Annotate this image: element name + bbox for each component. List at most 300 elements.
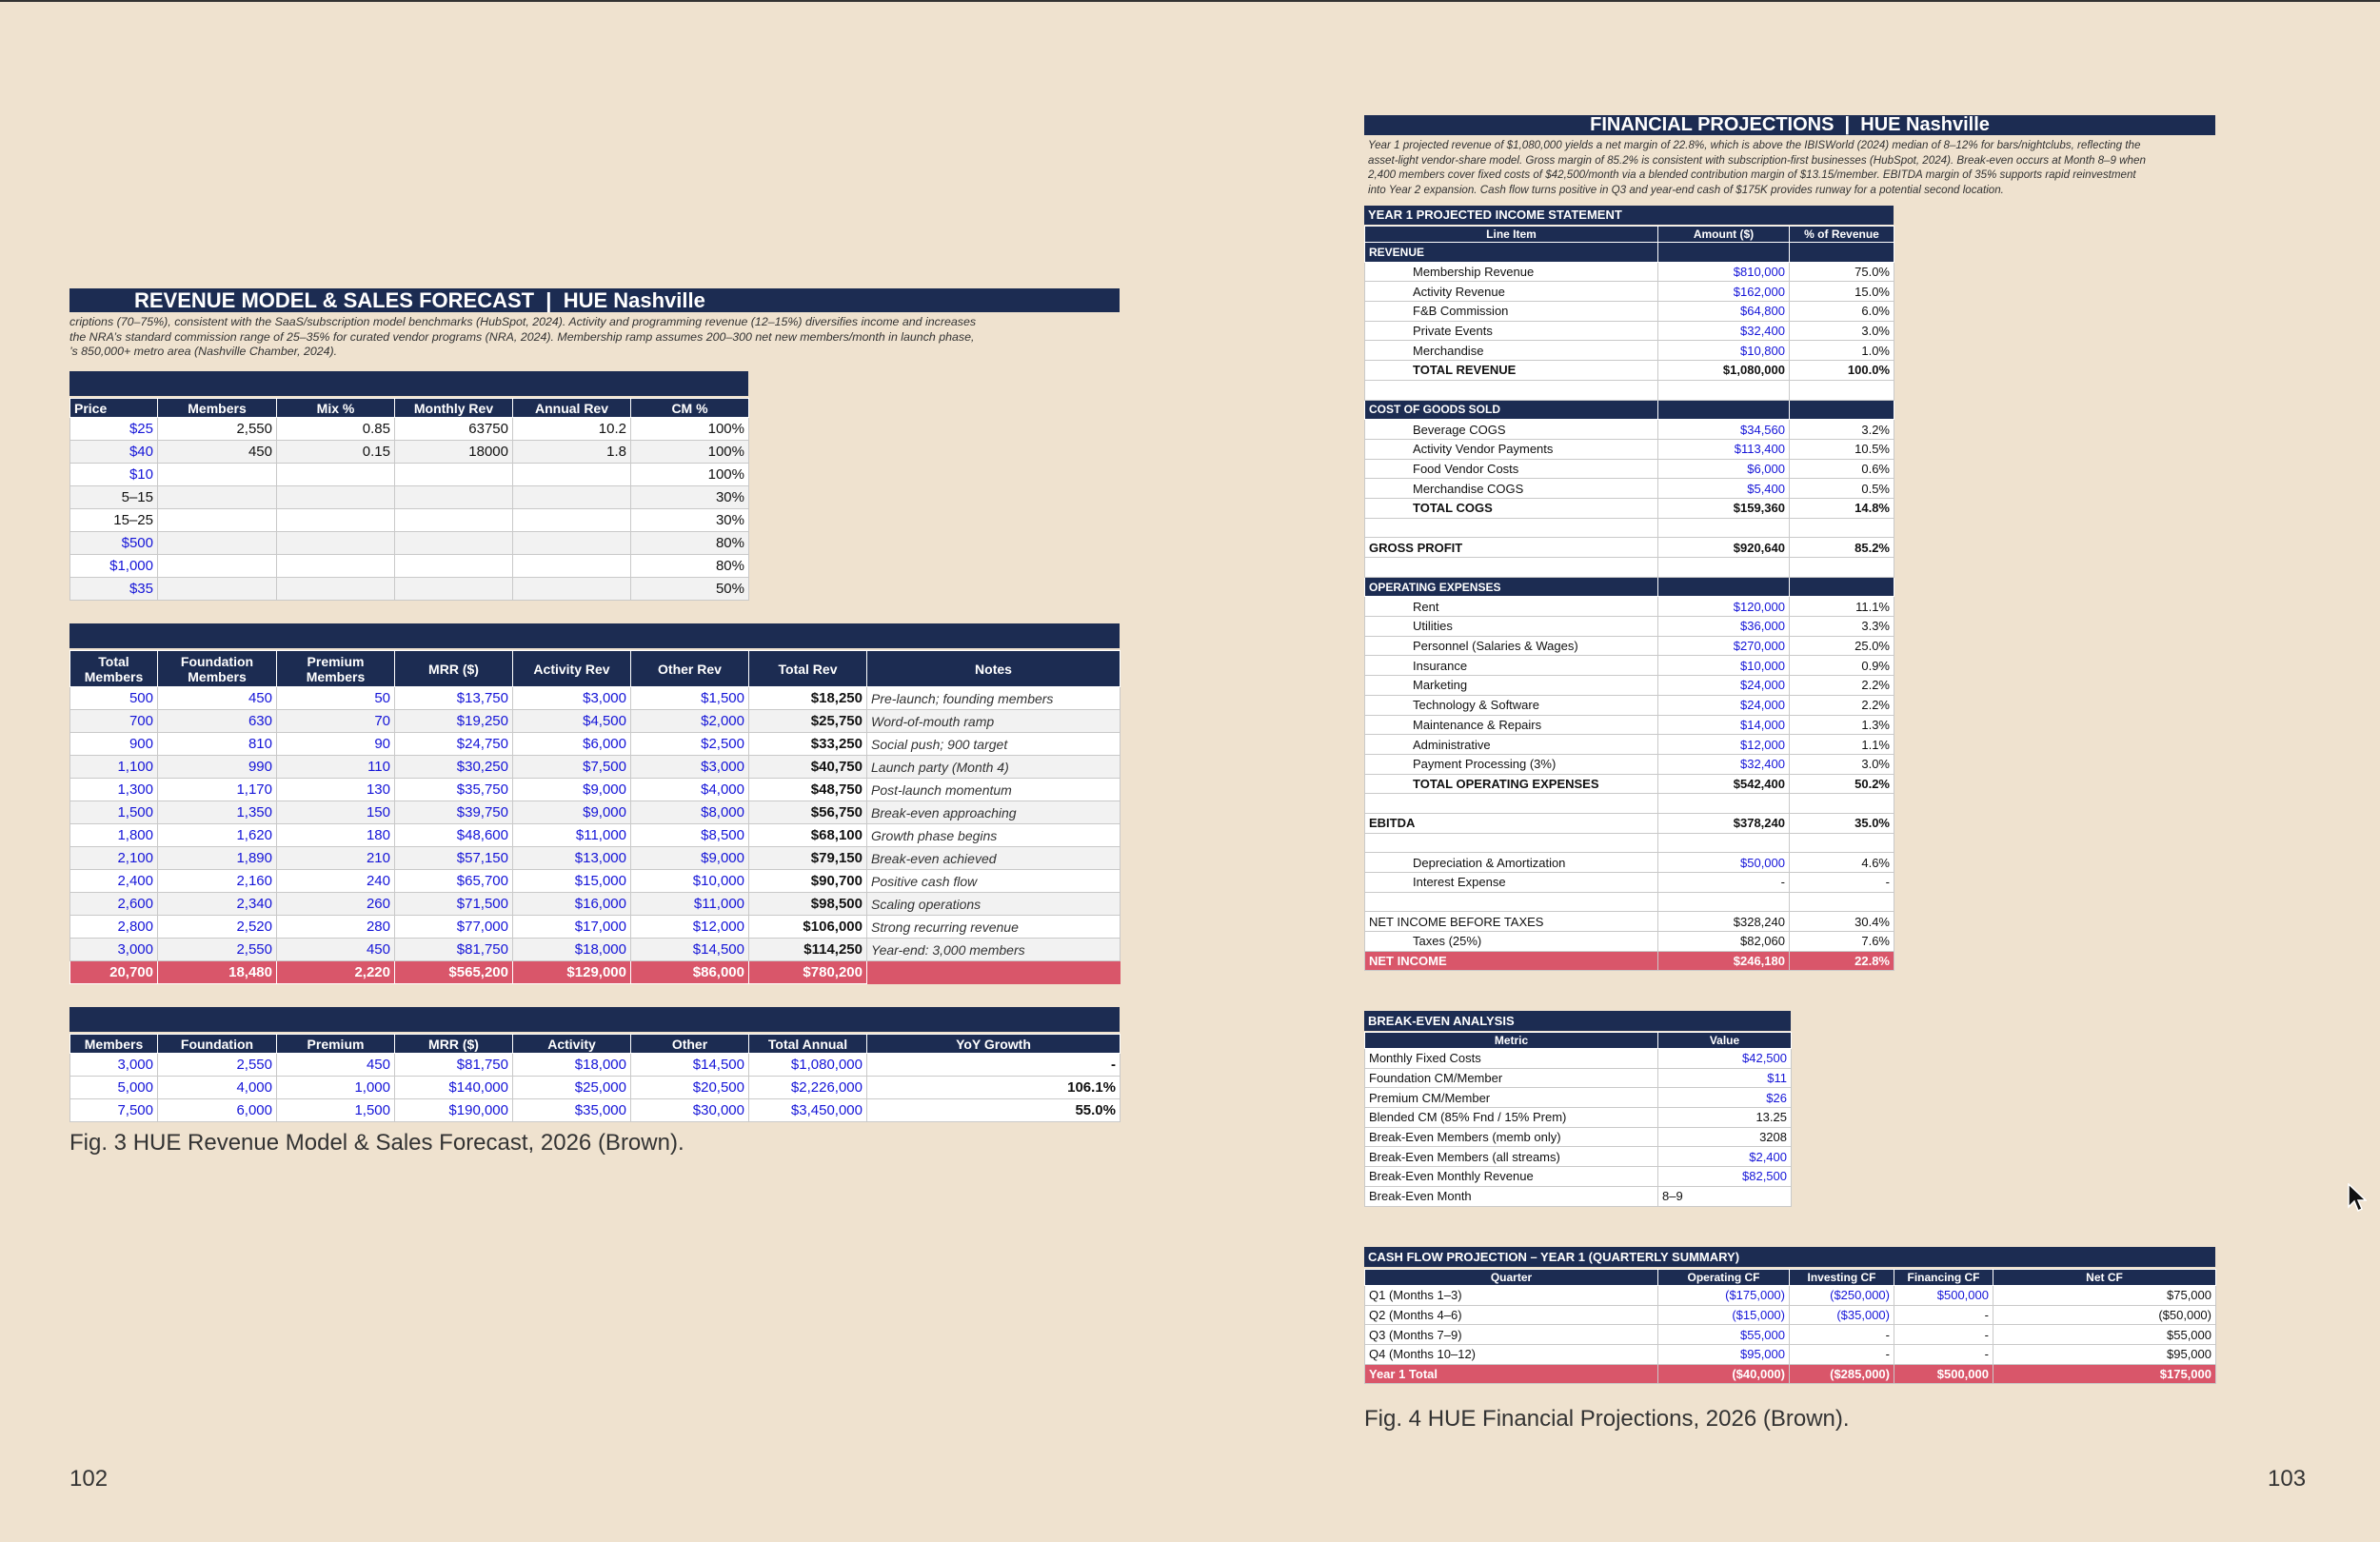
pricing-header-row <box>70 399 749 418</box>
cashflow-cell: ($15,000) <box>1658 1305 1790 1325</box>
monthly-cell: $15,000 <box>513 870 631 893</box>
monthly-cell: 1,800 <box>70 824 158 847</box>
monthly-cell: $48,750 <box>749 779 867 801</box>
annual-cell: 55.0% <box>867 1099 1121 1122</box>
pricing-header: Annual Rev <box>513 399 631 418</box>
pricing-cell: 80% <box>631 532 749 555</box>
income-line-label: Marketing <box>1365 676 1658 696</box>
income-spacer-cell <box>1658 833 1790 853</box>
pricing-cell: 100% <box>631 418 749 441</box>
monthly-cell: 180 <box>277 824 395 847</box>
income-line-percent: 75.0% <box>1790 262 1894 282</box>
breakeven-row <box>1365 1167 1792 1187</box>
income-spacer-cell <box>1658 558 1790 578</box>
monthly-cell: $16,000 <box>513 893 631 916</box>
ebitda-row <box>1365 813 1894 833</box>
annual-forecast-table <box>69 1034 1121 1122</box>
pricing-cell <box>395 509 513 532</box>
income-spacer-row <box>1365 380 1894 400</box>
monthly-cell: 2,600 <box>70 893 158 916</box>
income-section-filler <box>1790 577 1894 597</box>
income-line-row <box>1365 479 1894 499</box>
income-line-amount: $246,180 <box>1658 951 1790 971</box>
net-income-before-taxes-row <box>1365 912 1894 932</box>
pricing-cell <box>277 532 395 555</box>
income-line-amount: $10,000 <box>1658 656 1790 676</box>
intro-line: ’s 850,000+ metro area (Nashville Chamber, 2024). <box>69 345 338 358</box>
monthly-cell: $33,250 <box>749 733 867 756</box>
cashflow-total-cell: ($40,000) <box>1658 1364 1790 1384</box>
income-line-row <box>1365 439 1894 459</box>
cashflow-header: Financing CF <box>1894 1270 1993 1286</box>
monthly-header: Other Rev <box>631 651 749 687</box>
income-section-row <box>1365 577 1894 597</box>
income-spacer-cell <box>1790 518 1894 538</box>
annual-cell: 450 <box>277 1054 395 1077</box>
monthly-cell: $77,000 <box>395 916 513 939</box>
income-spacer-cell <box>1790 833 1894 853</box>
income-line-label: Private Events <box>1365 321 1658 341</box>
income-statement-title: YEAR 1 PROJECTED INCOME STATEMENT <box>1364 206 1894 225</box>
income-line-row <box>1365 341 1894 361</box>
breakeven-value: $26 <box>1658 1088 1792 1108</box>
income-line-percent: 50.2% <box>1790 774 1894 794</box>
annual-cell: 106.1% <box>867 1077 1121 1099</box>
monthly-cell: $4,000 <box>631 779 749 801</box>
monthly-cell: 500 <box>70 687 158 710</box>
breakeven-metric: Break-Even Members (memb only) <box>1365 1127 1658 1147</box>
income-line-label: Taxes (25%) <box>1365 932 1658 952</box>
income-line-amount: $5,400 <box>1658 479 1790 499</box>
income-spacer-cell <box>1790 892 1894 912</box>
monthly-cell: $40,750 <box>749 756 867 779</box>
breakeven-title: BREAK-EVEN ANALYSIS <box>1364 1011 1791 1031</box>
monthly-cell: 1,350 <box>158 801 277 824</box>
monthly-total-row <box>70 961 1121 984</box>
income-line-percent: 2.2% <box>1790 676 1894 696</box>
breakeven-row <box>1365 1147 1792 1167</box>
annual-cell: 5,000 <box>70 1077 158 1099</box>
income-line-amount: $542,400 <box>1658 774 1790 794</box>
income-header: % of Revenue <box>1790 227 1894 243</box>
income-line-label: TOTAL COGS <box>1365 498 1658 518</box>
pricing-cell: $35 <box>70 578 158 601</box>
pricing-cell <box>277 464 395 486</box>
annual-header: YoY Growth <box>867 1035 1121 1054</box>
monthly-total-cell: $129,000 <box>513 961 631 984</box>
cashflow-total-cell: Year 1 Total <box>1365 1364 1658 1384</box>
monthly-cell: 2,400 <box>70 870 158 893</box>
cashflow-cell: Q1 (Months 1–3) <box>1365 1286 1658 1306</box>
taxes-row <box>1365 932 1894 952</box>
pricing-cell: 15–25 <box>70 509 158 532</box>
monthly-cell: $57,150 <box>395 847 513 870</box>
pricing-cell <box>277 509 395 532</box>
annual-cell: $18,000 <box>513 1054 631 1077</box>
monthly-cell: $18,000 <box>513 939 631 961</box>
monthly-cell: $13,000 <box>513 847 631 870</box>
monthly-cell: 630 <box>158 710 277 733</box>
monthly-row <box>70 687 1121 710</box>
pricing-table <box>69 398 749 601</box>
income-spacer-row <box>1365 833 1894 853</box>
breakeven-value: $2,400 <box>1658 1147 1792 1167</box>
monthly-cell: $10,000 <box>631 870 749 893</box>
monthly-cell: $7,500 <box>513 756 631 779</box>
income-section-label: COST OF GOODS SOLD <box>1365 400 1658 420</box>
annual-cell: $3,450,000 <box>749 1099 867 1122</box>
income-line-amount: $24,000 <box>1658 695 1790 715</box>
income-section-filler <box>1658 400 1790 420</box>
income-line-amount: $159,360 <box>1658 498 1790 518</box>
income-line-amount: $6,000 <box>1658 459 1790 479</box>
monthly-cell: 1,890 <box>158 847 277 870</box>
monthly-cell: $114,250 <box>749 939 867 961</box>
monthly-row <box>70 733 1121 756</box>
pricing-cell: $500 <box>70 532 158 555</box>
pricing-header: CM % <box>631 399 749 418</box>
annual-cell: 7,500 <box>70 1099 158 1122</box>
income-line-percent: 3.3% <box>1790 617 1894 637</box>
monthly-cell: 150 <box>277 801 395 824</box>
cashflow-cell: - <box>1894 1325 1993 1345</box>
pricing-cell <box>395 464 513 486</box>
cashflow-total-cell: ($285,000) <box>1790 1364 1894 1384</box>
interest-row <box>1365 873 1894 893</box>
income-line-label: Food Vendor Costs <box>1365 459 1658 479</box>
pricing-cell <box>158 509 277 532</box>
annual-cell: $20,500 <box>631 1077 749 1099</box>
annual-cell: 1,500 <box>277 1099 395 1122</box>
cashflow-cell: $500,000 <box>1894 1286 1993 1306</box>
pricing-cell <box>513 486 631 509</box>
pricing-cell <box>158 555 277 578</box>
monthly-row <box>70 939 1121 961</box>
income-header-row <box>1365 227 1894 243</box>
monthly-row <box>70 801 1121 824</box>
annual-cell: - <box>867 1054 1121 1077</box>
income-line-amount: $82,060 <box>1658 932 1790 952</box>
annual-cell: $30,000 <box>631 1099 749 1122</box>
income-line-label: Personnel (Salaries & Wages) <box>1365 636 1658 656</box>
income-spacer-cell <box>1658 794 1790 814</box>
income-line-label: TOTAL REVENUE <box>1365 361 1658 381</box>
annual-header-row <box>70 1035 1121 1054</box>
monthly-note: Word-of-mouth ramp <box>867 710 1121 733</box>
income-spacer-row <box>1365 892 1894 912</box>
monthly-cell: $9,000 <box>513 779 631 801</box>
pricing-cell: $1,000 <box>70 555 158 578</box>
income-line-label: Insurance <box>1365 656 1658 676</box>
cashflow-cell: $95,000 <box>1658 1345 1790 1365</box>
breakeven-value: 13.25 <box>1658 1108 1792 1128</box>
monthly-cell: 2,520 <box>158 916 277 939</box>
income-line-amount: $32,400 <box>1658 754 1790 774</box>
monthly-cell: $65,700 <box>395 870 513 893</box>
breakeven-row <box>1365 1127 1792 1147</box>
monthly-cell: $90,700 <box>749 870 867 893</box>
cashflow-header-row <box>1365 1270 2216 1286</box>
cashflow-cell: $55,000 <box>1658 1325 1790 1345</box>
pricing-cell <box>395 578 513 601</box>
pricing-cell <box>277 486 395 509</box>
monthly-cell: 280 <box>277 916 395 939</box>
income-line-percent: 2.2% <box>1790 695 1894 715</box>
monthly-cell: 260 <box>277 893 395 916</box>
breakeven-value: $11 <box>1658 1068 1792 1088</box>
cashflow-header: Investing CF <box>1790 1270 1894 1286</box>
pricing-cell: 0.85 <box>277 418 395 441</box>
revenue-model-intro <box>69 315 1120 360</box>
monthly-cell: $3,000 <box>513 687 631 710</box>
income-line-row <box>1365 262 1894 282</box>
monthly-cell: $8,500 <box>631 824 749 847</box>
pricing-cell: 0.15 <box>277 441 395 464</box>
income-spacer-row <box>1365 518 1894 538</box>
income-line-percent: - <box>1790 873 1894 893</box>
annual-section-banner <box>69 1007 1120 1032</box>
income-line-label: Utilities <box>1365 617 1658 637</box>
monthly-note: Post-launch momentum <box>867 779 1121 801</box>
pricing-cell: 2,550 <box>158 418 277 441</box>
pricing-cell <box>513 555 631 578</box>
pricing-cell <box>277 578 395 601</box>
pricing-header: Mix % <box>277 399 395 418</box>
income-line-row <box>1365 676 1894 696</box>
income-line-label: EBITDA <box>1365 813 1658 833</box>
monthly-cell: $3,000 <box>631 756 749 779</box>
income-section-filler <box>1790 243 1894 263</box>
income-section-label: REVENUE <box>1365 243 1658 263</box>
monthly-cell: 1,500 <box>70 801 158 824</box>
cashflow-row <box>1365 1325 2216 1345</box>
breakeven-table <box>1364 1032 1792 1207</box>
monthly-forecast-table <box>69 650 1121 984</box>
income-line-percent: 1.0% <box>1790 341 1894 361</box>
cashflow-header: Net CF <box>1993 1270 2216 1286</box>
breakeven-header: Metric <box>1365 1033 1658 1049</box>
income-line-percent: 0.6% <box>1790 459 1894 479</box>
income-line-row <box>1365 656 1894 676</box>
monthly-note: Social push; 900 target <box>867 733 1121 756</box>
pricing-cell: 30% <box>631 509 749 532</box>
income-line-label: TOTAL OPERATING EXPENSES <box>1365 774 1658 794</box>
monthly-cell: 70 <box>277 710 395 733</box>
pricing-cell <box>513 578 631 601</box>
income-spacer-cell <box>1365 558 1658 578</box>
annual-cell: $2,226,000 <box>749 1077 867 1099</box>
income-line-amount: $64,800 <box>1658 302 1790 322</box>
income-spacer-cell <box>1365 380 1658 400</box>
monthly-header: Notes <box>867 651 1121 687</box>
breakeven-header: Value <box>1658 1033 1792 1049</box>
figure-3-caption: Fig. 3 HUE Revenue Model & Sales Forecast, 2026 (Brown). <box>69 1130 684 1156</box>
monthly-cell: 3,000 <box>70 939 158 961</box>
monthly-cell: 700 <box>70 710 158 733</box>
income-section-filler <box>1658 243 1790 263</box>
monthly-note: Year-end: 3,000 members <box>867 939 1121 961</box>
pricing-header: Members <box>158 399 277 418</box>
breakeven-metric: Foundation CM/Member <box>1365 1068 1658 1088</box>
pricing-cell <box>513 464 631 486</box>
income-spacer-cell <box>1365 794 1658 814</box>
annual-cell: $25,000 <box>513 1077 631 1099</box>
monthly-cell: 90 <box>277 733 395 756</box>
cashflow-row <box>1365 1286 2216 1306</box>
monthly-header: Total Members <box>70 651 158 687</box>
cashflow-cell: $55,000 <box>1993 1325 2216 1345</box>
pricing-cell <box>158 486 277 509</box>
breakeven-metric: Break-Even Month <box>1365 1186 1658 1206</box>
income-line-amount: $920,640 <box>1658 538 1790 558</box>
annual-cell: $14,500 <box>631 1054 749 1077</box>
income-line-amount: $14,000 <box>1658 715 1790 735</box>
monthly-row <box>70 870 1121 893</box>
annual-cell: 6,000 <box>158 1099 277 1122</box>
income-line-label: GROSS PROFIT <box>1365 538 1658 558</box>
pricing-row <box>70 555 749 578</box>
income-line-percent: 1.1% <box>1790 735 1894 755</box>
pricing-cell: 10.2 <box>513 418 631 441</box>
income-line-row <box>1365 420 1894 440</box>
monthly-cell: 240 <box>277 870 395 893</box>
monthly-cell: $81,750 <box>395 939 513 961</box>
pricing-cell <box>395 555 513 578</box>
cashflow-header: Quarter <box>1365 1270 1658 1286</box>
income-line-label: Rent <box>1365 597 1658 617</box>
financial-projections-intro <box>1368 138 2215 197</box>
income-line-label: NET INCOME BEFORE TAXES <box>1365 912 1658 932</box>
income-line-amount: $36,000 <box>1658 617 1790 637</box>
monthly-total-cell: $780,200 <box>749 961 867 984</box>
income-line-label: Activity Vendor Payments <box>1365 439 1658 459</box>
annual-row <box>70 1077 1121 1099</box>
income-line-row <box>1365 597 1894 617</box>
monthly-cell: $24,750 <box>395 733 513 756</box>
cashflow-cell: Q2 (Months 4–6) <box>1365 1305 1658 1325</box>
pricing-row <box>70 532 749 555</box>
cashflow-cell: $95,000 <box>1993 1345 2216 1365</box>
monthly-note: Growth phase begins <box>867 824 1121 847</box>
pricing-row <box>70 578 749 601</box>
monthly-cell: $30,250 <box>395 756 513 779</box>
income-line-amount: $120,000 <box>1658 597 1790 617</box>
income-line-percent: 7.6% <box>1790 932 1894 952</box>
income-line-label: Administrative <box>1365 735 1658 755</box>
income-line-amount: $34,560 <box>1658 420 1790 440</box>
figure-4-caption: Fig. 4 HUE Financial Projections, 2026 (Brown). <box>1364 1406 1850 1432</box>
cashflow-header: Operating CF <box>1658 1270 1790 1286</box>
income-line-percent: 3.2% <box>1790 420 1894 440</box>
pricing-cell: $10 <box>70 464 158 486</box>
breakeven-metric: Break-Even Monthly Revenue <box>1365 1167 1658 1187</box>
monthly-header: Premium Members <box>277 651 395 687</box>
monthly-cell: $71,500 <box>395 893 513 916</box>
annual-cell: 2,550 <box>158 1054 277 1077</box>
income-section-row <box>1365 400 1894 420</box>
monthly-cell: $35,750 <box>395 779 513 801</box>
monthly-cell: 1,170 <box>158 779 277 801</box>
pricing-cell: 30% <box>631 486 749 509</box>
monthly-cell: $2,000 <box>631 710 749 733</box>
income-line-label: F&B Commission <box>1365 302 1658 322</box>
monthly-cell: 2,550 <box>158 939 277 961</box>
income-header: Amount ($) <box>1658 227 1790 243</box>
income-line-row <box>1365 735 1894 755</box>
monthly-total-cell: $565,200 <box>395 961 513 984</box>
monthly-cell: 1,620 <box>158 824 277 847</box>
monthly-cell: 990 <box>158 756 277 779</box>
pricing-cell <box>158 464 277 486</box>
income-spacer-cell <box>1658 892 1790 912</box>
monthly-total-blank <box>867 961 1121 984</box>
breakeven-row <box>1365 1068 1792 1088</box>
income-line-amount: - <box>1658 873 1790 893</box>
cashflow-row <box>1365 1305 2216 1325</box>
income-spacer-cell <box>1365 833 1658 853</box>
income-line-label: NET INCOME <box>1365 951 1658 971</box>
income-statement-table <box>1364 226 1894 971</box>
pricing-row <box>70 441 749 464</box>
monthly-cell: $68,100 <box>749 824 867 847</box>
breakeven-row <box>1365 1108 1792 1128</box>
monthly-total-cell: 18,480 <box>158 961 277 984</box>
income-line-amount: $1,080,000 <box>1658 361 1790 381</box>
revenue-model-title: REVENUE MODEL & SALES FORECAST | HUE Nashville <box>69 288 1120 312</box>
cashflow-total-cell: $175,000 <box>1993 1364 2216 1384</box>
income-line-label: Depreciation & Amortization <box>1365 853 1658 873</box>
monthly-row <box>70 893 1121 916</box>
monthly-row <box>70 710 1121 733</box>
income-header: Line Item <box>1365 227 1658 243</box>
income-line-label: Merchandise COGS <box>1365 479 1658 499</box>
monthly-note: Strong recurring revenue <box>867 916 1121 939</box>
annual-header: Members <box>70 1035 158 1054</box>
income-line-amount: $12,000 <box>1658 735 1790 755</box>
monthly-note: Break-even achieved <box>867 847 1121 870</box>
monthly-note: Pre-launch; founding members <box>867 687 1121 710</box>
income-line-label: Activity Revenue <box>1365 282 1658 302</box>
monthly-note: Scaling operations <box>867 893 1121 916</box>
breakeven-value: $82,500 <box>1658 1167 1792 1187</box>
monthly-cell: $13,750 <box>395 687 513 710</box>
income-line-row <box>1365 715 1894 735</box>
monthly-cell: $79,150 <box>749 847 867 870</box>
income-line-percent: 30.4% <box>1790 912 1894 932</box>
monthly-total-cell: 2,220 <box>277 961 395 984</box>
income-spacer-cell <box>1658 380 1790 400</box>
monthly-cell: $6,000 <box>513 733 631 756</box>
income-spacer-cell <box>1790 380 1894 400</box>
annual-row <box>70 1099 1121 1122</box>
page-number-right: 103 <box>2268 1466 2307 1492</box>
breakeven-metric: Premium CM/Member <box>1365 1088 1658 1108</box>
pricing-cell: 100% <box>631 464 749 486</box>
monthly-cell: $39,750 <box>395 801 513 824</box>
cashflow-cell: - <box>1790 1325 1894 1345</box>
annual-header: MRR ($) <box>395 1035 513 1054</box>
annual-cell: $35,000 <box>513 1099 631 1122</box>
monthly-cell: 2,800 <box>70 916 158 939</box>
income-line-label: Interest Expense <box>1365 873 1658 893</box>
income-line-amount: $378,240 <box>1658 813 1790 833</box>
pricing-cell <box>277 555 395 578</box>
income-spacer-cell <box>1790 558 1894 578</box>
monthly-row <box>70 756 1121 779</box>
cashflow-cell: Q4 (Months 10–12) <box>1365 1345 1658 1365</box>
monthly-cell: 2,100 <box>70 847 158 870</box>
monthly-cell: 2,160 <box>158 870 277 893</box>
